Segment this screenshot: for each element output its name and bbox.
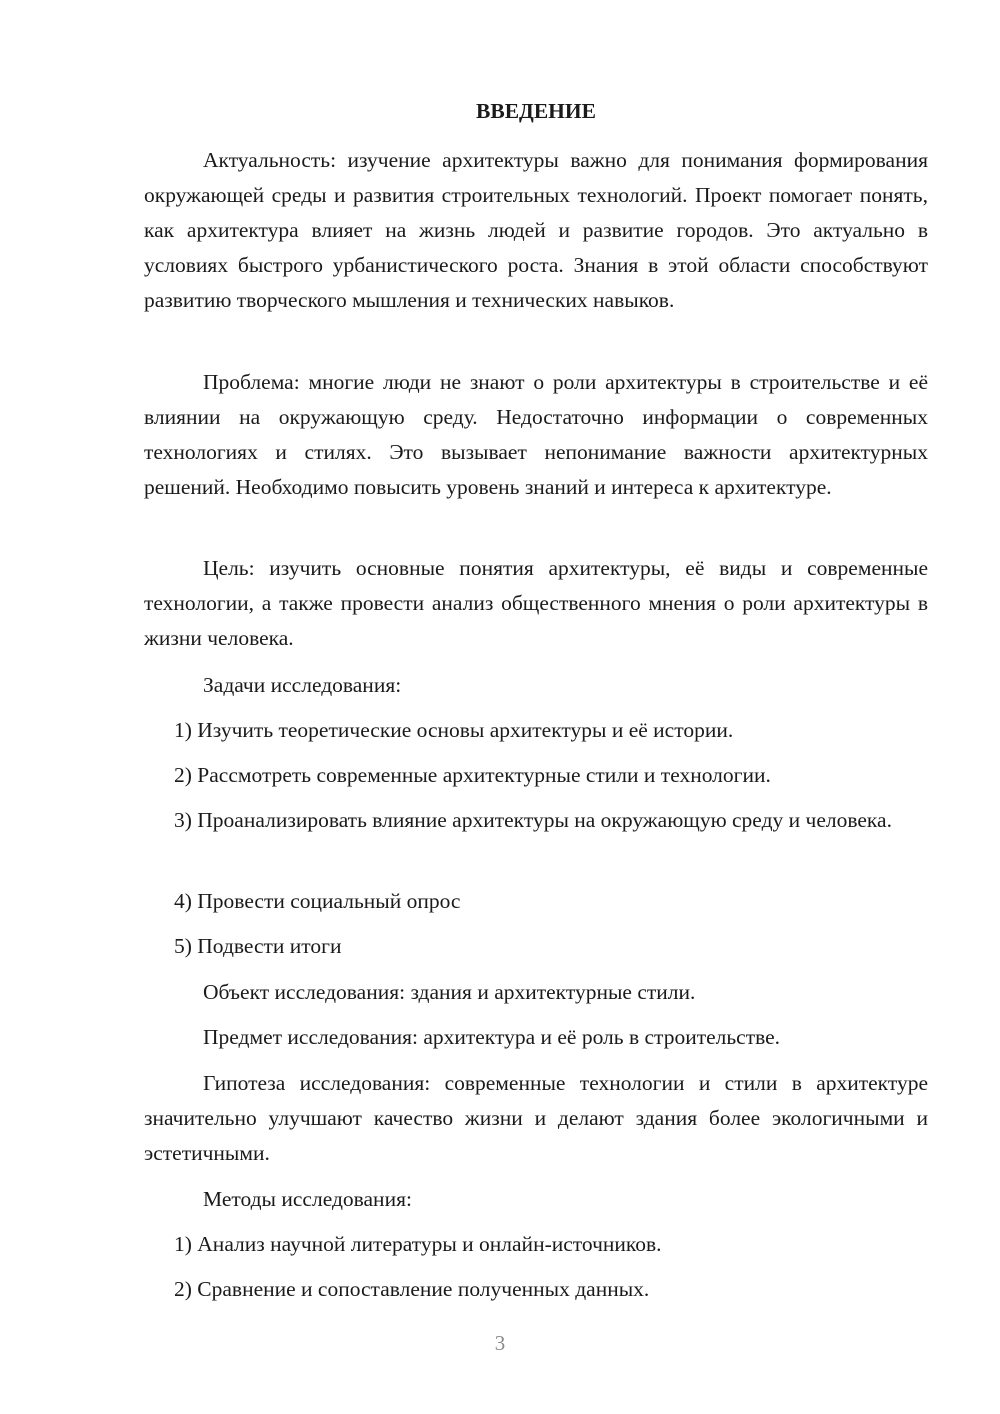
object-paragraph: Объект исследования: здания и архитектурные стили. (203, 980, 696, 1004)
goal-paragraph: Цель: изучить основные понятия архитектуры, её виды и современные технологии, а также провести анализ общественного мнения о роли архитектуры в жизни человека. (144, 556, 928, 650)
methods-heading: Методы исследования: (203, 1187, 412, 1211)
task-item-3: 3) Проанализировать влияние архитектуры на окружающую среду и человека. (174, 808, 892, 832)
problem-paragraph: Проблема: многие люди не знают о роли архитектуры в строительстве и её влиянии на окружающую среду. Недостаточно информации о современных технологиях и стилях. Это вызывает непонимание важности архитектурных решений. Необходимо повысить уровень знаний и интереса к архитектуре. (144, 370, 928, 499)
page-title: ВВЕДЕНИЕ (476, 99, 596, 123)
tasks-heading: Задачи исследования: (203, 673, 402, 697)
task-item-5: 5) Подвести итоги (174, 934, 342, 958)
page-number: 3 (494, 1331, 506, 1355)
task-item-4: 4) Провести социальный опрос (174, 889, 461, 913)
relevance-paragraph: Актуальность: изучение архитектуры важно для понимания формирования окружающей среды и развития строительных технологий. Проект помогает понять, как архитектура влияет на жизнь людей и развитие городов. Это актуально в условиях быстрого урбанистического роста. Знания в этой области способствуют развитию творческого мышления и технических навыков. (144, 148, 928, 312)
method-item-2: 2) Сравнение и сопоставление полученных данных. (174, 1277, 650, 1301)
task-item-2: 2) Рассмотреть современные архитектурные стили и технологии. (174, 763, 771, 787)
task-item-1: 1) Изучить теоретические основы архитектуры и её истории. (174, 718, 734, 742)
method-item-1: 1) Анализ научной литературы и онлайн-источников. (174, 1232, 662, 1256)
hypothesis-paragraph: Гипотеза исследования: современные технологии и стили в архитектуре значительно улучшают качество жизни и делают здания более экологичными и эстетичными. (144, 1071, 928, 1165)
subject-paragraph: Предмет исследования: архитектура и её роль в строительстве. (203, 1025, 781, 1049)
